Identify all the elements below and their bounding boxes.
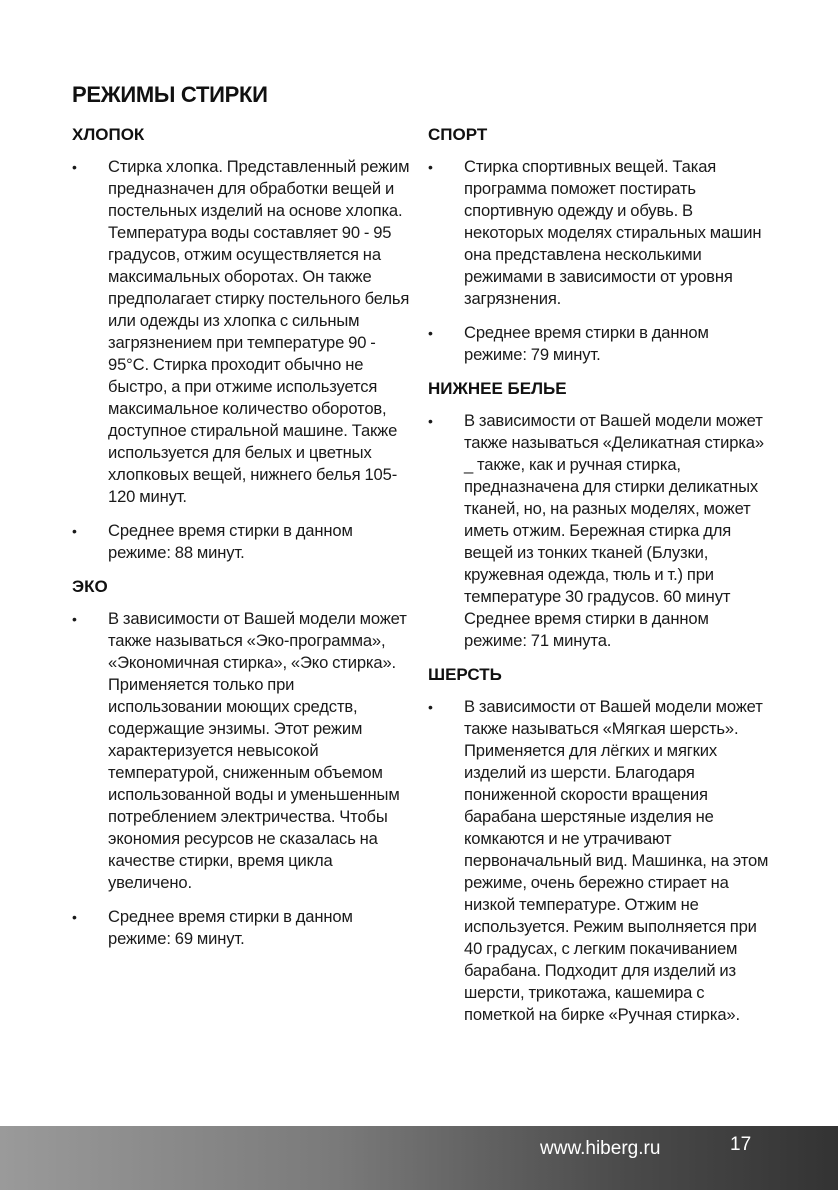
- list-item: • В зависимости от Вашей модели может также называться «Деликатная стирка» _ также, как и ручная стирка, предназначена для стирки деликатных тканей, но, на разных моделях, может иметь отжим. Бережная стирка для вещей из тонких тканей (Блузки, кружевная одежда, тюль и т.) при температуре 30 градусов. 60 минут Среднее время стирки в данном режиме: 71 минута.: [428, 410, 770, 652]
- website-link[interactable]: www.hiberg.ru: [540, 1138, 661, 1159]
- bullet-list: [428, 410, 770, 652]
- list-item: • Среднее время стирки в данном режиме: 69 минут.: [72, 906, 412, 950]
- section-title-underwear: НИЖНЕЕ БЕЛЬЕ: [428, 379, 567, 398]
- section-wool: [428, 664, 770, 1026]
- bullet-list: [72, 156, 412, 564]
- section-title-sport: СПОРТ: [428, 125, 488, 144]
- list-item: • Среднее время стирки в данном режиме: 79 минут.: [428, 322, 770, 366]
- section-sport: [428, 124, 770, 366]
- list-item: • Стирка спортивных вещей. Такая программа поможет постирать спортивную одежду и обувь. В некоторых моделях стиральных машин она представлена несколькими режимами в зависимости от уровня загрязнения.: [428, 156, 770, 310]
- section-underwear: [428, 378, 770, 652]
- list-item: • Среднее время стирки в данном режиме: 88 минут.: [72, 520, 412, 564]
- list-item: • В зависимости от Вашей модели может также называться «Мягкая шерсть». Применяется для лёгких и мягких изделий из шерсти. Благодаря пониженной скорости вращения барабана шерстяные изделия не комкаются и не утрачивают первоначальный вид. Машинка, на этом режиме, очень бережно стирает на низкой температуре. Отжим не используется. Режим выполняется при 40 градусах, с легким покачиванием барабана. Подходит для изделий из шерсти, трикотажа, кашемира с пометкой на бирке «Ручная стирка».: [428, 696, 770, 1026]
- list-item: • В зависимости от Вашей модели может также называться «Эко-программа», «Экономичная стирка», «Эко стирка». Применяется только при использовании моющих средств, содержащие энзимы. Этот режим характеризуется невысокой температурой, сниженным объемом использованной воды и уменьшенным потреблением электричества. Чтобы экономия ресурсов не сказалась на качестве стирки, время цикла увеличено.: [72, 608, 412, 894]
- page-footer: [0, 1126, 838, 1190]
- bullet-list: [72, 608, 412, 950]
- page-title: РЕЖИМЫ СТИРКИ: [72, 82, 268, 107]
- right-column: [428, 124, 770, 1038]
- bullet-list: [428, 696, 770, 1026]
- list-item: • Стирка хлопка. Представленный режим предназначен для обработки вещей и постельных изделий на основе хлопка. Температура воды составляет 90 - 95 градусов, отжим осуществляется на максимальных оборотах. Он также предполагает стирку постельного белья или одежды из хлопка с сильным загрязнением при температуре 90 - 95°С. Стирка проходит обычно не быстро, а при отжиме используется максимальное количество оборотов, доступное стиральной машине. Также используется для белых и цветных хлопковых вещей, нижнего белья 105-120 минут.: [72, 156, 412, 508]
- section-cotton: [72, 124, 412, 564]
- section-title-eco: ЭКО: [72, 577, 108, 596]
- left-column: [72, 124, 412, 962]
- page-number: 17: [730, 1134, 752, 1155]
- section-title-cotton: ХЛОПОК: [72, 125, 145, 144]
- bullet-list: [428, 156, 770, 366]
- section-eco: [72, 576, 412, 950]
- section-title-wool: ШЕРСТЬ: [428, 665, 502, 684]
